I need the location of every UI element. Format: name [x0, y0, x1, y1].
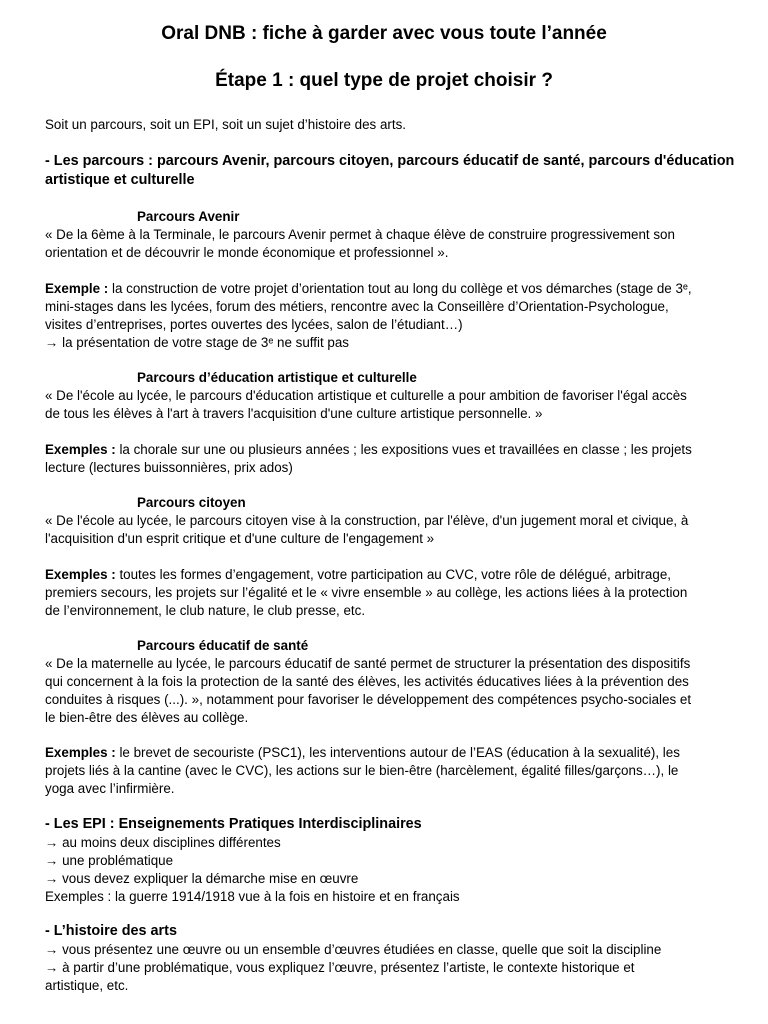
citoyen-quote-line-2: l'acquisition d'un esprit critique et d'une culture de l'engagement » [45, 531, 435, 546]
citoyen-title: Parcours citoyen [137, 495, 246, 510]
eac-example-label: Exemples : [45, 442, 116, 457]
sante-example [45, 744, 735, 798]
citoyen-example-line-3: de l’environnement, le club nature, le club presse, etc. [45, 603, 366, 618]
epi-item-1: → au moins deux disciplines différentes [45, 835, 281, 850]
arts-section [45, 922, 735, 995]
avenir-example-line-2: mini-stages dans les lycées, forum des métiers, rencontre avec la Conseillère d’Orientation-Psychologue, [45, 299, 669, 314]
intro-line: Soit un parcours, soit un EPI, soit un sujet d’histoire des arts. [45, 117, 406, 132]
arts-item-3: artistique, etc. [45, 978, 129, 993]
page-subtitle: Étape 1 : quel type de projet choisir ? [215, 70, 553, 91]
avenir-quote-line-2: orientation et de découvrir le monde économique et professionnel ». [45, 245, 449, 260]
page-title: Oral DNB : fiche à garder avec vous toute l’année [161, 23, 607, 44]
citoyen-quote-line-1: « De l'école au lycée, le parcours citoyen vise à la construction, par l'élève, d'un jugement moral et civique, à [45, 513, 689, 528]
epi-section [45, 815, 735, 906]
sante-example-line-3: yoga avec l’infirmière. [45, 781, 175, 796]
citoyen-section [45, 494, 735, 548]
avenir-example-line-3: visites d’entreprises, portes ouvertes des lycées, salon de l’étudiant…) [45, 317, 463, 332]
eac-example [45, 441, 735, 477]
avenir-example-label: Exemple : [45, 281, 109, 296]
eac-example-line-2: lecture (lectures buissonnières, prix ados) [45, 460, 293, 475]
citoyen-example-label: Exemples : [45, 567, 116, 582]
arts-item-2: → à partir d’une problématique, vous expliquez l’œuvre, présentez l’artiste, le contexte historique et [45, 960, 635, 975]
parcours-heading [45, 152, 735, 190]
epi-item-3: → vous devez expliquer la démarche mise en œuvre [45, 871, 359, 886]
sante-quote-line-2: qui concernent à la fois la protection de la santé des élèves, les activités éducatives liées à la prévention des [45, 674, 689, 689]
citoyen-example [45, 566, 735, 620]
citoyen-example-line-2: premiers secours, les projets sur l’égalité et le « vivre ensemble » au collège, les actions liées à la protection [45, 585, 688, 600]
epi-example: Exemples : la guerre 1914/1918 vue à la fois en histoire et en français [45, 889, 460, 904]
intro-text [45, 116, 735, 134]
sante-title: Parcours éducatif de santé [137, 638, 309, 653]
sante-example-line-1: le brevet de secouriste (PSC1), les interventions autour de l’EAS (éducation à la sexualité), les [115, 745, 680, 760]
arts-heading: - L’histoire des arts [45, 923, 177, 939]
epi-heading: - Les EPI : Enseignements Pratiques Interdisciplinaires [45, 816, 422, 832]
eac-title: Parcours d’éducation artistique et culturelle [137, 370, 417, 385]
sante-example-line-2: projets liés à la cantine (avec le CVC), les actions sur le bien-être (harcèlement, égalité filles/garçons…), le [45, 763, 679, 778]
epi-item-2: → une problématique [45, 853, 174, 868]
avenir-section [45, 208, 735, 262]
arts-item-1: → vous présentez une œuvre ou un ensemble d’œuvres étudiées en classe, quelle que soit la discipline [45, 942, 662, 957]
eac-quote-line-1: « De l'école au lycée, le parcours d'éducation artistique et culturelle a pour ambition de favoriser l'égal accès [45, 388, 687, 403]
avenir-note: → la présentation de votre stage de 3ᵉ ne suffit pas [45, 335, 349, 350]
parcours-heading-line-1: - Les parcours : parcours Avenir, parcours citoyen, parcours éducatif de santé, parcours d'éducation [45, 153, 735, 169]
sante-quote-line-1: « De la maternelle au lycée, le parcours éducatif de santé permet de structurer la présentation des dispositifs [45, 656, 691, 671]
avenir-quote-line-1: « De la 6ème à la Terminale, le parcours Avenir permet à chaque élève de construire progressivement son [45, 227, 675, 242]
citoyen-example-line-1: toutes les formes d’engagement, votre participation au CVC, votre rôle de délégué, arbitrage, [115, 567, 671, 582]
eac-quote-line-2: de tous les élèves à l'art à travers l'acquisition d'une culture artistique personnelle. » [45, 406, 543, 421]
avenir-example-line-1: la construction de votre projet d’orientation tout au long du collège et vos démarches (stage de 3ᵉ, [108, 281, 692, 296]
avenir-title: Parcours Avenir [137, 209, 240, 224]
sante-quote-line-4: le bien-être des élèves au collège. [45, 710, 249, 725]
parcours-heading-line-2: artistique et culturelle [45, 172, 195, 188]
sante-example-label: Exemples : [45, 745, 116, 760]
eac-example-line-1: la chorale sur une ou plusieurs années ; les expositions vues et travaillées en classe ; les projets [115, 442, 692, 457]
sante-quote-line-3: conduites à risques (...). », notamment pour favoriser le développement des compétences psycho-sociales et [45, 692, 692, 707]
eac-section [45, 369, 735, 423]
sante-section [45, 637, 735, 727]
avenir-example [45, 280, 735, 352]
